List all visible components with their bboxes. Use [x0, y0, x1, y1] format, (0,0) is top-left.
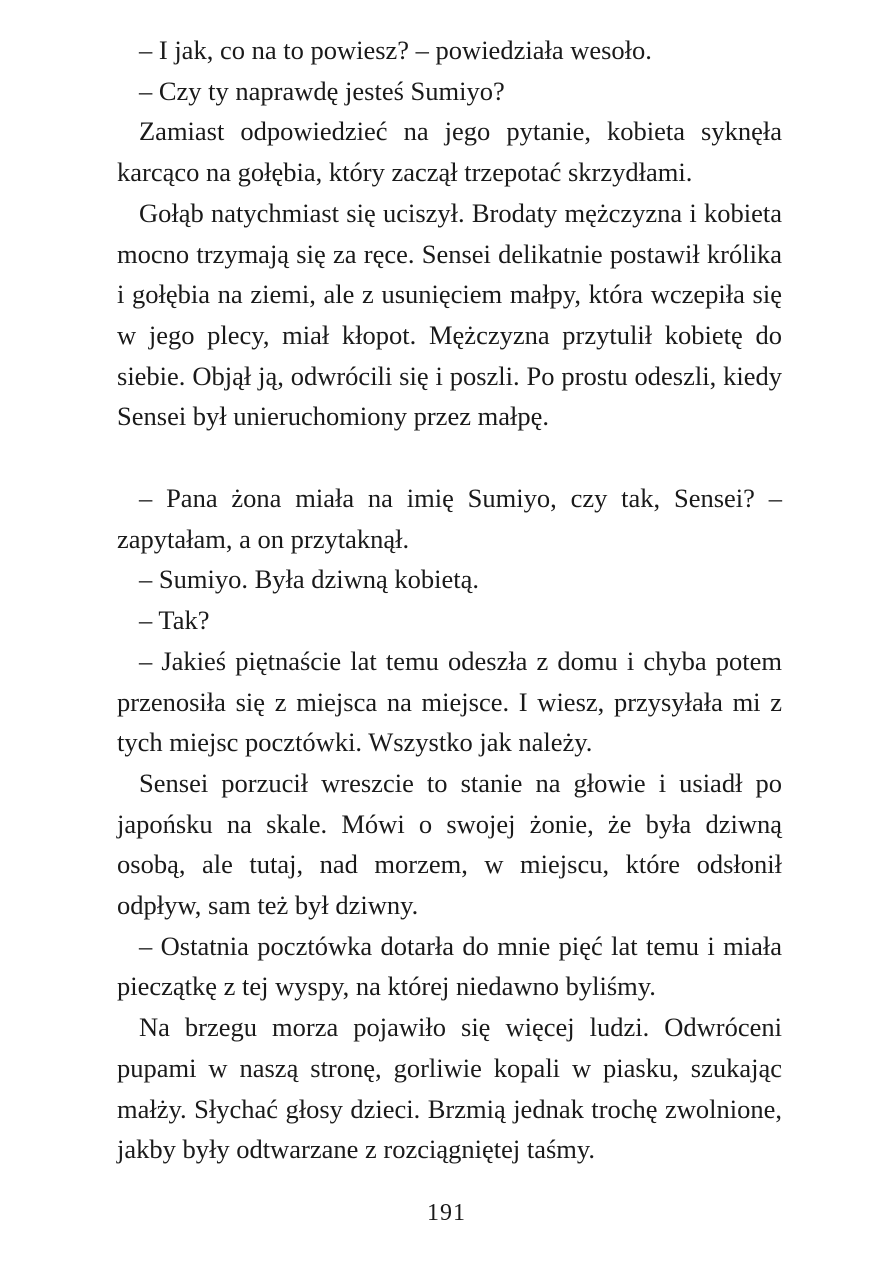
page-number: 191 [427, 1200, 466, 1226]
paragraph: Na brzegu morza pojawiło się więcej ludzi. Odwróceni pupami w naszą stronę, gorliwie kopali w piasku, szukając małży. Słychać głosy dzieci. Brzmią jednak trochę zwolnione, jakby były odtwarzane z rozciągniętej taśmy. [117, 1012, 782, 1165]
paragraph: – Sumiyo. Była dziwną kobietą. [139, 564, 480, 595]
body-text [117, 30, 782, 1170]
paragraph: Sensei porzucił wreszcie to stanie na głowie i usiadł po japońsku na skale. Mówi o swojej żonie, że była dziwną osobą, ale tutaj, nad morzem, w miejscu, które odsłonił odpływ, sam też był dziwny. [117, 767, 782, 921]
paragraph: – Pana żona miała na imię Sumiyo, czy tak, Sensei? – zapytałam, a on przytaknął. [117, 483, 782, 554]
paragraph: – Tak? [139, 605, 210, 636]
scene-break [117, 437, 782, 478]
paragraph: – Jakieś piętnaście lat temu odeszła z domu i chyba potem przenosiła się z miejsca na miejsce. I wiesz, przysyłała mi z tych miejsc pocztówki. Wszystko jak należy. [117, 645, 782, 758]
paragraph: Gołąb natychmiast się uciszył. Brodaty mężczyzna i kobieta mocno trzymają się za ręce. Sensei delikatnie postawił królika i gołębia na ziemi, ale z usunięciem małpy, która wczepiła się w jego plecy, miał kłopot. Mężczyzna przytulił kobietę do siebie. Objął ją, odwrócili się i poszli. Po prostu odeszli, kiedy Sensei był unieruchomiony przez małpę. [117, 197, 782, 432]
paragraph: – I jak, co na to powiesz? – powiedziała wesoło. [139, 35, 652, 65]
paragraph: – Ostatnia pocztówka dotarła do mnie pięć lat temu i miała pieczątkę z tej wyspy, na której niedawno byliśmy. [117, 930, 782, 1002]
paragraph: Zamiast odpowiedzieć na jego pytanie, kobieta syknęła karcąco na gołębia, który zaczął trzepotać skrzydłami. [117, 116, 782, 188]
paragraph: – Czy ty naprawdę jesteś Sumiyo? [139, 75, 505, 106]
